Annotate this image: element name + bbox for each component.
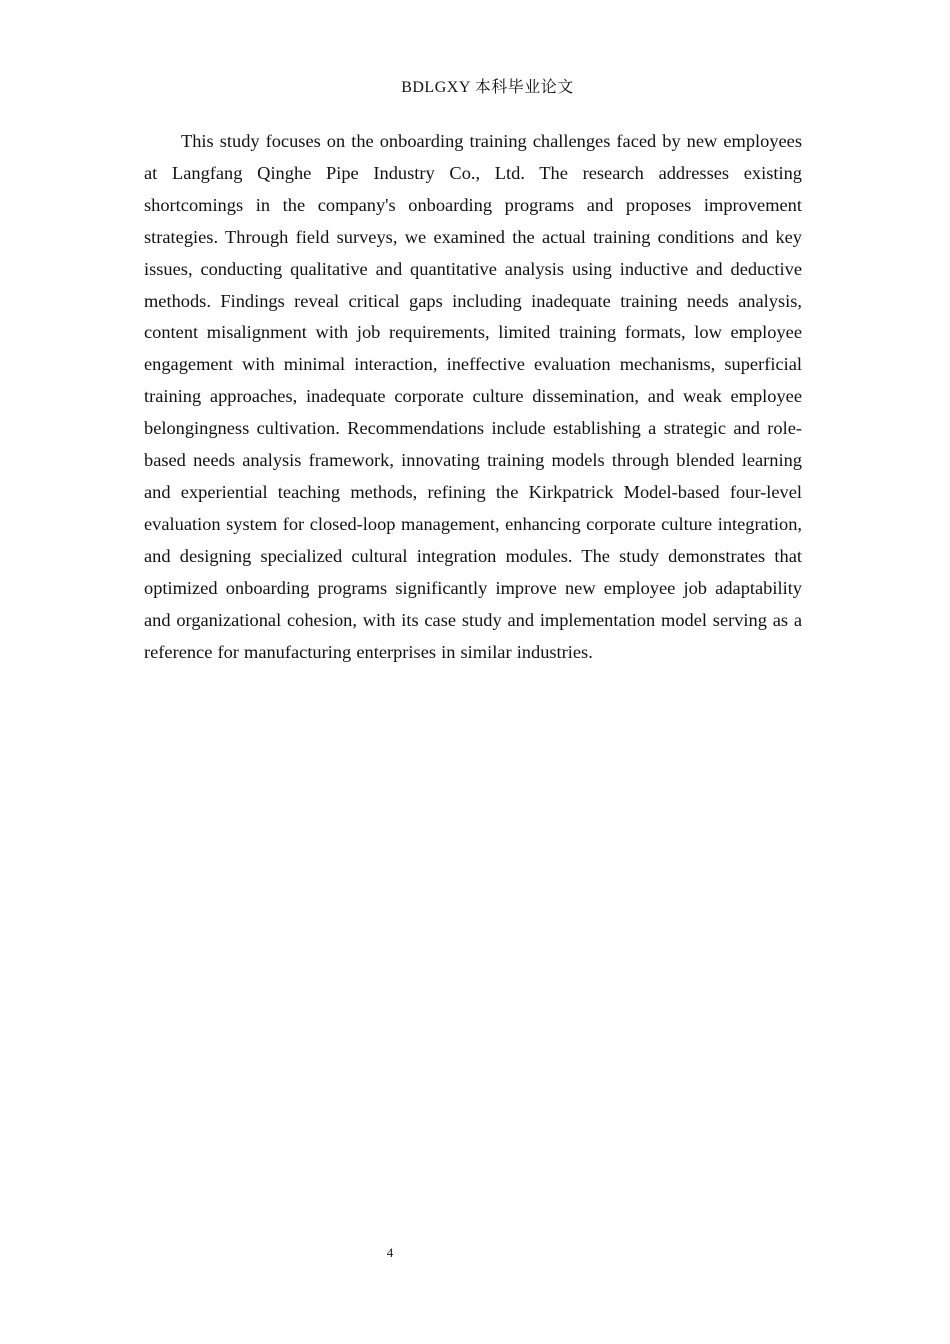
abstract-paragraph: This study focuses on the onboarding training challenges faced by new employees at Langfang Qinghe Pipe Industry Co., Ltd. The research addresses existing shortcomings in the company's onboarding programs and proposes improvement strategies. Through field surveys, we examined the actual training conditions and key issues, conducting qualitative and quantitative analysis using inductive and deductive methods. Findings reveal critical gaps including inadequate training needs analysis, content misalignment with job requirements, limited training formats, low employee engagement with minimal interaction, ineffective evaluation mechanisms, superficial training approaches, inadequate corporate culture dissemination, and weak employee belongingness cultivation. Recommendations include establishing a strategic and role-based needs analysis framework, innovating training models through blended learning and experiential teaching methods, refining the Kirkpatrick Model-based four-level evaluation system for closed-loop management, enhancing corporate culture integration, and designing specialized cultural integration modules. The study demonstrates that optimized onboarding programs significantly improve new employee job adaptability and organizational cohesion, with its case study and implementation model serving as a reference for manufacturing enterprises in similar industries.: [144, 131, 802, 662]
page-number: 4: [386, 1245, 394, 1260]
page-header: BDLGXY 本科毕业论文: [401, 79, 574, 96]
